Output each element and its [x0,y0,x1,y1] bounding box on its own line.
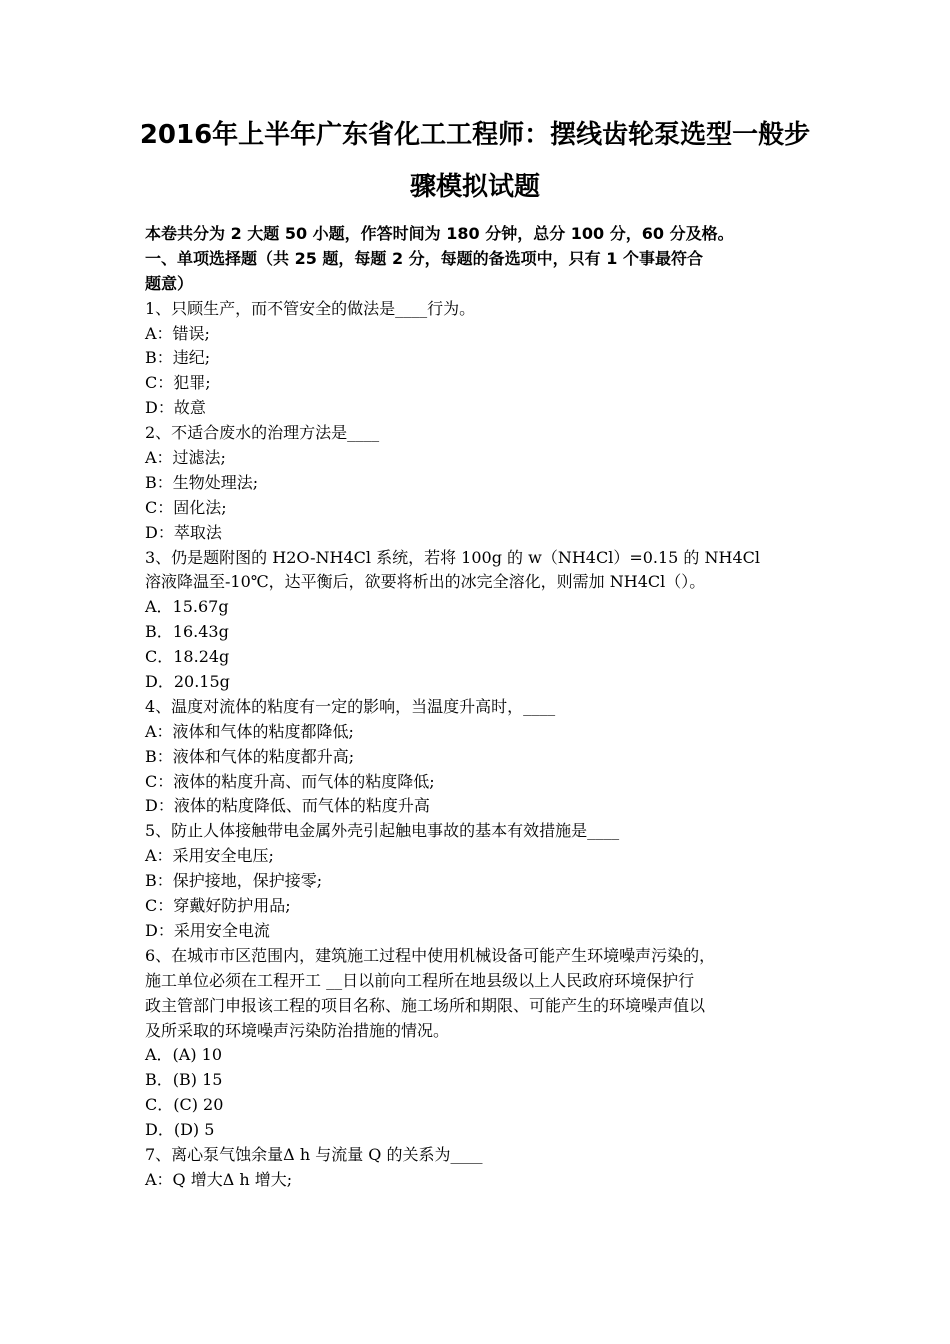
section-heading-continued: 题意） [145,273,194,293]
option-b: B．16.43g [145,622,229,642]
question-5 [145,819,810,943]
option-d: D．(D) 5 [145,1120,215,1140]
question-1 [145,297,810,421]
option-b: B：违纪; [145,348,211,368]
option-b: B：保护接地，保护接零; [145,871,323,891]
option-c: C：固化法; [145,497,227,517]
option-a: A．15.67g [145,597,229,617]
question-text-continued: 及所采取的环境噪声污染防治措施的情况。 [145,1020,450,1040]
question-3 [145,546,810,695]
option-b: B．(B) 15 [145,1070,223,1090]
option-a: A．(A) 10 [145,1045,223,1065]
question-text: 3、仍是题附图的 H2O-NH4Cl 系统，若将 100g 的 w（NH4Cl）=0.15 的 NH4Cl [145,547,761,567]
document-body [145,222,810,1193]
option-a: A：采用安全电压; [145,846,274,866]
option-c: C．18.24g [145,647,230,667]
exam-intro: 本卷共分为 2 大题 50 小题，作答时间为 180 分钟，总分 100 分，60 分及格。 [145,224,734,243]
question-4 [145,695,810,819]
option-d: D．20.15g [145,672,230,692]
option-c: C：犯罪; [145,373,211,393]
question-text: 2、不适合废水的治理方法是____ [145,423,380,443]
option-d: D：液体的粘度降低、而气体的粘度升高 [145,796,430,816]
question-text-continued: 政主管部门申报该工程的项目名称、施工场所和期限、可能产生的环境噪声值以 [145,995,706,1015]
question-7 [145,1143,810,1193]
question-text-continued: 溶液降温至-10℃，达平衡后，欲要将析出的冰完全溶化，则需加 NH4Cl（）。 [145,572,706,592]
question-2 [145,421,810,545]
option-c: C：穿戴好防护用品; [145,896,291,916]
document-title-line-2: 骤模拟试题 [409,172,540,202]
question-text: 7、离心泵气蚀余量Δ h 与流量 Q 的关系为____ [145,1144,483,1164]
option-c: C．(C) 20 [145,1095,224,1115]
option-a: A：过滤法; [145,448,226,468]
option-c: C：液体的粘度升高、而气体的粘度降低; [145,771,435,791]
option-a: A：Q 增大Δ h 增大; [145,1169,293,1189]
question-text: 1、只顾生产，而不管安全的做法是____行为。 [145,298,476,318]
option-d: D：萃取法 [145,522,222,542]
option-d: D：故意 [145,398,206,418]
question-text-continued: 施工单位必须在工程开工 __日以前向工程所在地县级以上人民政府环境保护行 [145,970,695,990]
question-text: 6、在城市市区范围内，建筑施工过程中使用机械设备可能产生环境噪声污染的， [145,945,716,965]
option-a: A：错误; [145,323,210,343]
option-a: A：液体和气体的粘度都降低; [145,721,354,741]
option-b: B：液体和气体的粘度都升高; [145,746,355,766]
document-title-line-1: 2016年上半年广东省化工工程师：摆线齿轮泵选型一般步 [139,120,811,150]
section-heading: 一、单项选择题（共 25 题，每题 2 分，每题的备选项中，只有 1 个事最符合 [145,248,703,268]
question-6 [145,944,810,1143]
option-d: D：采用安全电流 [145,920,270,940]
option-b: B：生物处理法; [145,472,259,492]
question-text: 4、温度对流体的粘度有一定的影响，当温度升高时，____ [145,696,556,716]
question-text: 5、防止人体接触带电金属外壳引起触电事故的基本有效措施是____ [145,821,620,841]
